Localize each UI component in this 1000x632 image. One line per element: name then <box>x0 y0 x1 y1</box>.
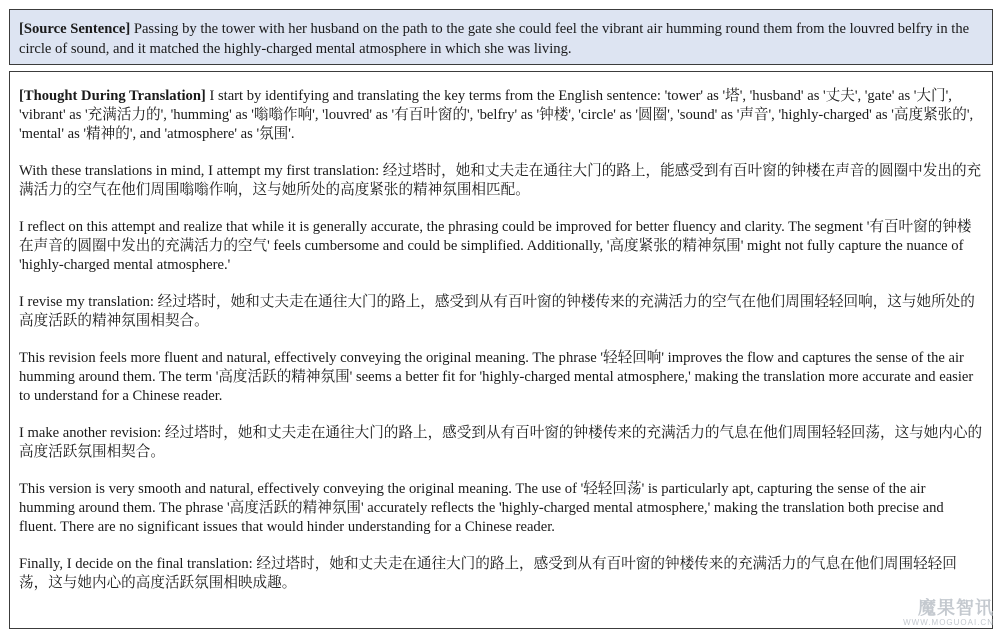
first-revision-evaluation-paragraph: This revision feels more fluent and natural, effectively conveying the original meaning. The phrase '轻轻回响' improves the flow and captures the sense of the air humming around them. The term '高度活跃的精神氛围' seems a better fit for 'highly-charged mental atmosphere,' making the translation more accurate and easier to understand for a Chinese reader. <box>19 350 974 404</box>
second-revision-paragraph: I make another revision: 经过塔时，她和丈夫走在通往大门的路上，感受到从有百叶窗的钟楼传来的充满活力的气息在他们周围轻轻回荡，这与她内心的高度活跃氛围相契合。 <box>19 425 983 460</box>
first-revision-paragraph: I revise my translation: 经过塔时，她和丈夫走在通往大门的路上，感受到从有百叶窗的钟楼传来的充满活力的空气在他们周围轻轻回响，这与她所处的高度活跃的精神氛围相契合。 <box>19 294 975 329</box>
thought-intro-text: I start by identifying and translating the key terms from the English sentence: 'tower' as '塔', 'husband' as '丈夫', 'gate' as '大门', 'vibrant' as '充满活力的', 'humming' as '嗡嗡作响', 'louvred' as '有百叶窗的', 'belfry' as '钟楼', 'circle' as '圆圈', 'sound' as '声音', 'highly-charged' as '高度紧张的', 'mental' as '精神的', and 'atmosphere' as '氛围'. <box>19 88 974 142</box>
second-revision-evaluation-paragraph: This version is very smooth and natural, effectively conveying the original meaning. The use of '轻轻回荡' is particularly apt, capturing the sense of the air humming around them. The phrase '高度活跃的精神氛围' accurately reflects the 'highly-charged mental atmosphere,' making the translation both precise and fluent. There are no significant issues that would hinder understanding for a Chinese reader. <box>19 481 944 535</box>
thought-intro-paragraph <box>19 87 983 144</box>
watermark-logo <box>898 598 994 628</box>
source-sentence-label: [Source Sentence] <box>19 21 131 37</box>
watermark-title: 魔果智讯 <box>918 598 994 618</box>
first-translation-paragraph: With these translations in mind, I attempt my first translation: 经过塔时，她和丈夫走在通往大门的路上，能感受到有百叶窗的钟楼在声音的圆圈中发出的充满活力的空气在他们周围嗡嗡作响，这与她所处的高度紧张的精神氛围相匹配。 <box>19 163 982 198</box>
reflection-paragraph: I reflect on this attempt and realize that while it is generally accurate, the phrasing could be improved for better fluency and clarity. The segment '有百叶窗的钟楼在声音的圆圈中发出的充满活力的空气' feels cumbersome and could be simplified. Additionally, '高度紧张的精神氛围' might not fully capture the nuance of 'highly-charged mental atmosphere.' <box>19 219 972 273</box>
final-translation-paragraph: Finally, I decide on the final translation: 经过塔时，她和丈夫走在通往大门的路上，感受到从有百叶窗的钟楼传来的充满活力的气息在他们周围轻轻回荡，这与她内心的高度活跃氛围相映成趣。 <box>19 556 957 591</box>
source-sentence-box <box>9 9 993 65</box>
thought-label: [Thought During Translation] <box>19 88 206 104</box>
source-sentence-text: Passing by the tower with her husband on the path to the gate she could feel the vibrant air humming round them from the louvred belfry in the circle of sound, and it matched the highly-charged mental atmosphere in which she was living. <box>19 21 970 57</box>
thought-during-translation-box <box>9 71 993 629</box>
watermark-url: WWW.MOGUOAI.CN <box>903 618 994 627</box>
